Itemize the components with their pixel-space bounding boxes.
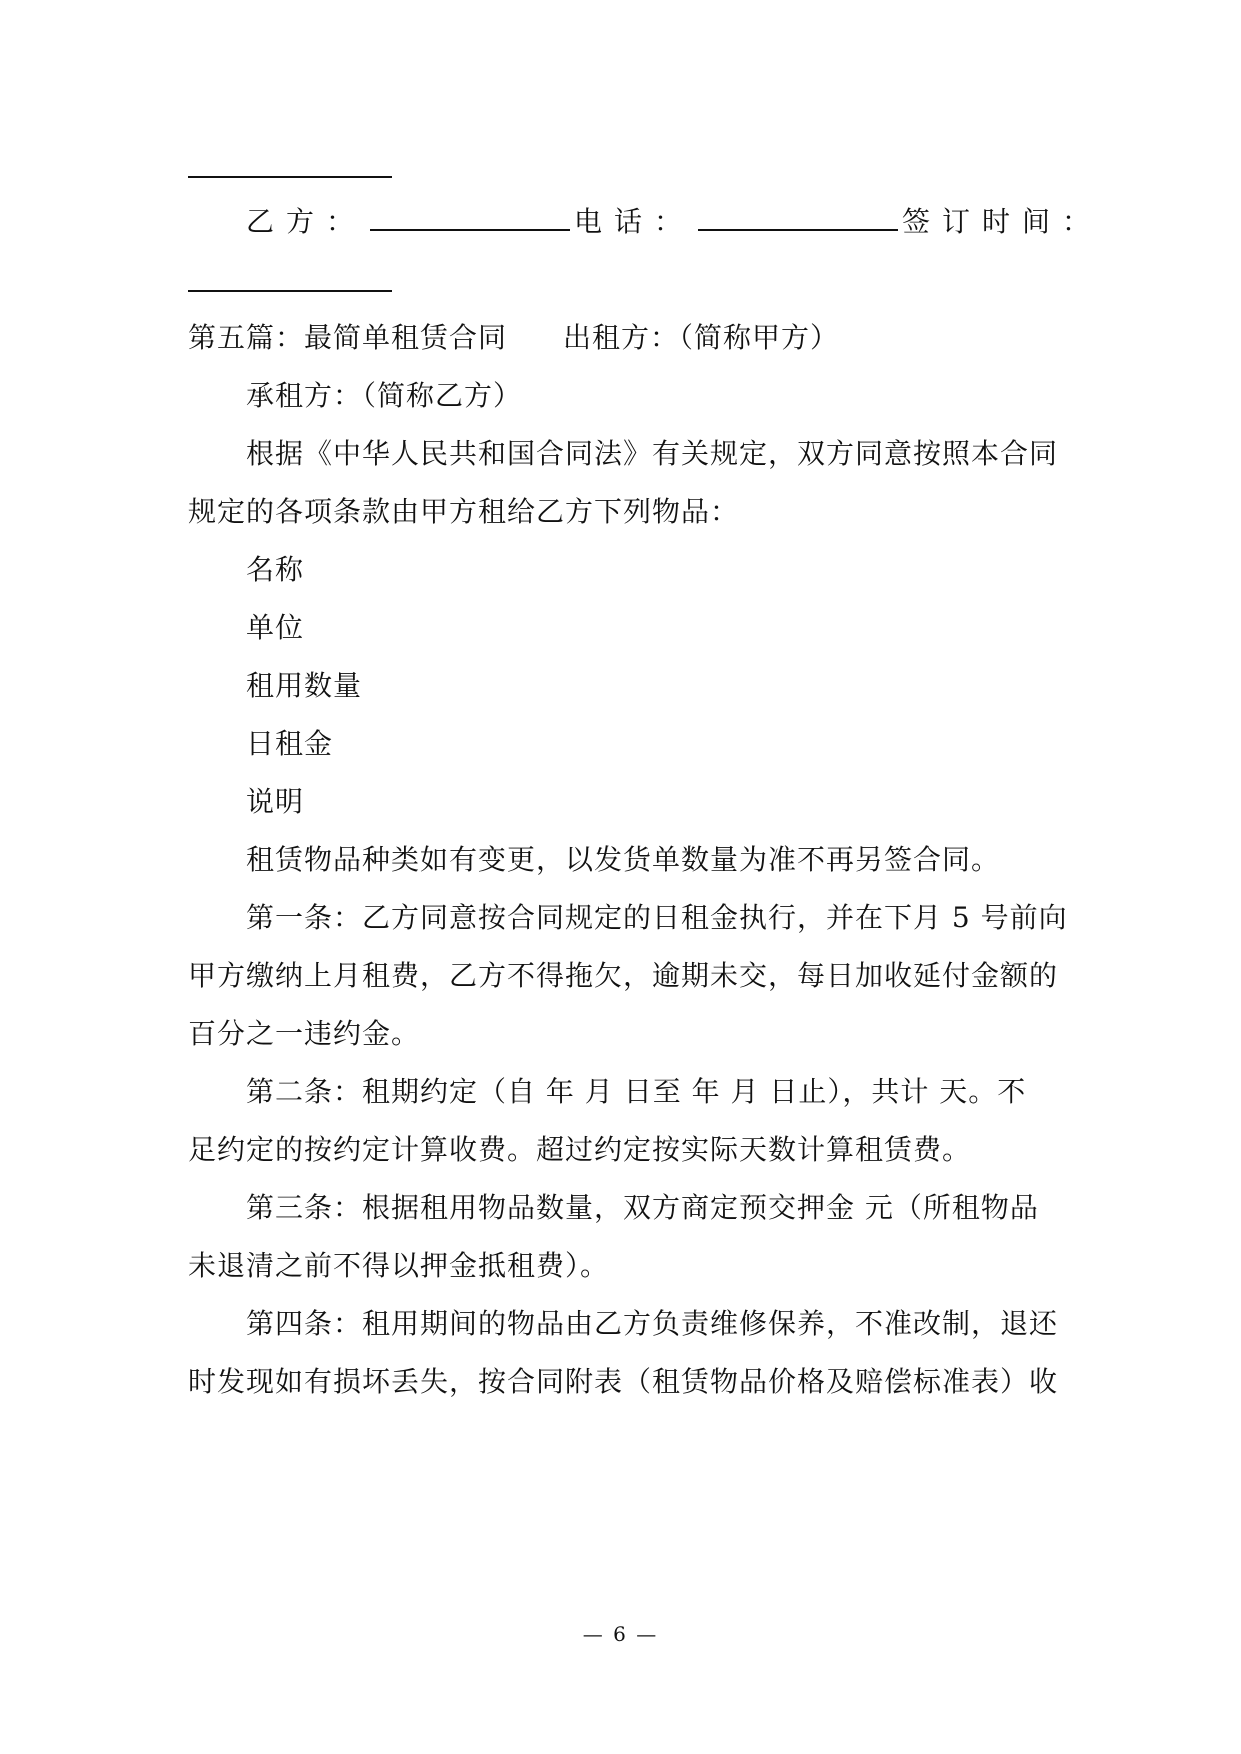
article-4-line-2: 时发现如有损坏丢失，按合同附表（租赁物品价格及赔偿标准表）收 xyxy=(188,1365,1059,1398)
chapter-title: 第五篇：最简单租赁合同 xyxy=(188,321,508,354)
article-4-line-1: 第四条：租用期间的物品由乙方负责维修保养，不准改制，退还 xyxy=(246,1307,1059,1340)
phone-blank xyxy=(698,207,898,231)
article-1-line-3: 百分之一违约金。 xyxy=(188,1017,421,1050)
party-b-label: 乙方： xyxy=(246,205,367,238)
paragraph-intro-line-2: 规定的各项条款由甲方租给乙方下列物品： xyxy=(188,495,740,528)
article-3-line-2: 未退清之前不得以押金抵租费）。 xyxy=(188,1249,610,1282)
sign-time-blank-line xyxy=(188,290,392,292)
article-1-line-1: 第一条：乙方同意按合同规定的日租金执行，并在下月 5 号前向 xyxy=(246,901,1068,934)
sign-time-label: 签订时间： xyxy=(902,205,1103,238)
item-note-label: 说明 xyxy=(246,785,305,818)
article-2-line-1: 第二条：租期约定（自 年 月 日至 年 月 日止），共计 天。不 xyxy=(246,1075,1027,1108)
party-b-blank xyxy=(370,207,570,231)
article-3-line-1: 第三条：根据租用物品数量，双方商定预交押金 元（所租物品 xyxy=(246,1191,1039,1224)
party-b-signature-line xyxy=(246,202,1103,242)
signature-blank-line xyxy=(188,176,392,178)
phone-label: 电话： xyxy=(574,205,695,238)
item-quantity-label: 租用数量 xyxy=(246,669,363,702)
change-note-paragraph: 租赁物品种类如有变更，以发货单数量为准不再另签合同。 xyxy=(246,843,1001,876)
paragraph-intro-line-1: 根据《中华人民共和国合同法》有关规定，双方同意按照本合同 xyxy=(246,437,1059,470)
article-1-line-2: 甲方缴纳上月租费，乙方不得拖欠，逾期未交，每日加收延付金额的 xyxy=(188,959,1059,992)
lessor-label: 出租方：（简称甲方） xyxy=(563,321,840,354)
page-number: — 6 — xyxy=(582,1622,659,1646)
lessee-label: 承租方：（简称乙方） xyxy=(246,379,523,412)
chapter-heading-line xyxy=(188,318,1068,358)
item-daily-rent-label: 日租金 xyxy=(246,727,334,760)
item-unit-label: 单位 xyxy=(246,611,305,644)
article-2-line-2: 足约定的按约定计算收费。超过约定按实际天数计算租赁费。 xyxy=(188,1133,972,1166)
item-name-label: 名称 xyxy=(246,553,305,586)
